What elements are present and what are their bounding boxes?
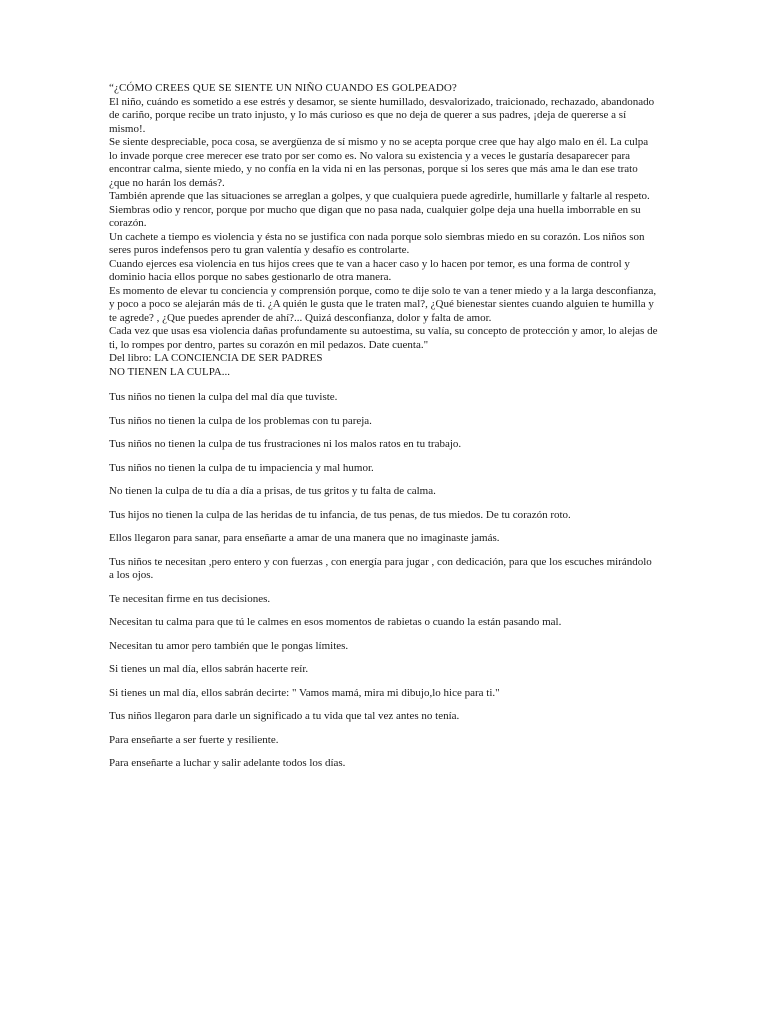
article-paragraph: Se siente despreciable, poca cosa, se avergüenza de sí mismo y no se acepta porque cree que hay algo malo en él. La culpa lo invade porque cree merecer ese trato por ser como es. No valora su existencia y a veces le gustaría desaparecer para encontrar calma, siente miedo, y no confía en la vida ni en las personas, porque si los seres que más ama le dan ese trato ¿que no harán los demás?. bbox=[109, 136, 649, 189]
list-item: Tus niños llegaron para darle un significado a tu vida que tal vez antes no tenía. bbox=[109, 710, 460, 722]
article-paragraph: Cuando ejerces esa violencia en tus hijos crees que te van a hacer caso y lo hacen por temor, es una forma de control y dominio hacia ellos porque no sabes gestionarlo de otra manera. bbox=[109, 257, 630, 283]
list-item: Tus niños no tienen la culpa del mal día que tuviste. bbox=[109, 391, 338, 403]
list-item: Tus niños no tienen la culpa de tus frustraciones ni los malos ratos en tu trabajo. bbox=[109, 438, 462, 450]
list-item: No tienen la culpa de tu día a día a prisas, de tus gritos y tu falta de calma. bbox=[109, 485, 436, 497]
list-item: Para enseñarte a ser fuerte y resiliente. bbox=[109, 733, 279, 746]
list-item: Necesitan tu calma para que tú le calmes en esos momentos de rabietas o cuando la están pasando mal. bbox=[109, 616, 562, 628]
list-item: Ellos llegaron para sanar, para enseñarte a amar de una manera que no imaginaste jamás. bbox=[109, 532, 500, 544]
list-item: Te necesitan firme en tus decisiones. bbox=[109, 592, 271, 605]
list-item: Tus niños no tienen la culpa de tu impaciencia y mal humor. bbox=[109, 461, 374, 474]
list-item: Necesitan tu amor pero también que le pongas límites. bbox=[109, 639, 349, 652]
book-source: Del libro: LA CONCIENCIA DE SER PADRES bbox=[109, 352, 323, 364]
article-paragraph: Un cachete a tiempo es violencia y ésta no se justifica con nada porque solo siembras miedo en su corazón. Los niños son seres puros indefensos pero tu gran valentía y desafío es controlarte. bbox=[109, 230, 645, 256]
article-title: “¿CÓMO CREES QUE SE SIENTE UN NIÑO CUANDO ES GOLPEADO? bbox=[109, 82, 457, 94]
article-paragraph: El niño, cuándo es sometido a ese estrés y desamor, se siente humillado, desvalorizado, traicionado, rechazado, abandonado de cariño, porque recibe un trato injusto, y lo más curioso es que no deja de querer a sus padres, ¡deja de quererse a sí mismo!. bbox=[109, 95, 655, 135]
list-item: Si tienes un mal día, ellos sabrán hacerte reír. bbox=[109, 663, 309, 675]
section-heading: NO TIENEN LA CULPA... bbox=[109, 365, 231, 378]
list-item: Para enseñarte a luchar y salir adelante todos los días. bbox=[109, 757, 346, 769]
article-paragraph: Cada vez que usas esa violencia dañas profundamente su autoestima, su valía, su concepto de protección y amor, lo alejas de ti, lo rompes por dentro, partes su corazón en mil pedazos. Date cuenta." bbox=[109, 325, 658, 351]
list-item: Si tienes un mal día, ellos sabrán decirte: " Vamos mamá, mira mi dibujo,lo hice para ti." bbox=[109, 686, 500, 699]
article-paragraph: Es momento de elevar tu conciencia y comprensión porque, como te dije solo te van a tener miedo y a la larga desconfianza, y poco a poco se alejarán más de ti. ¿A quién le gusta que le traten mal?, ¿Qué bienestar sientes cuando alguien te humilla y te agrede? , ¿Que puedes aprender de ahí?... Quizá desconfianza, dolor y falta de amor. bbox=[109, 284, 657, 324]
list-item: Tus niños te necesitan ,pero entero y con fuerzas , con energía para jugar , con dedicación, para que los escuches mirándolo a los ojos. bbox=[109, 555, 652, 581]
document-page bbox=[109, 82, 659, 771]
article-paragraph: También aprende que las situaciones se arreglan a golpes, y que cualquiera puede agredirle, humillarle y faltarle al respeto. Siembras odio y rencor, porque por mucho que digan que no pasa nada, cualquier golpe deja una huella imborrable en su corazón. bbox=[109, 190, 650, 229]
list-item: Tus niños no tienen la culpa de los problemas con tu pareja. bbox=[109, 414, 372, 427]
culpa-list bbox=[109, 391, 659, 771]
list-item: Tus hijos no tienen la culpa de las heridas de tu infancia, de tus penas, de tus miedos. De tu corazón roto. bbox=[109, 508, 571, 521]
